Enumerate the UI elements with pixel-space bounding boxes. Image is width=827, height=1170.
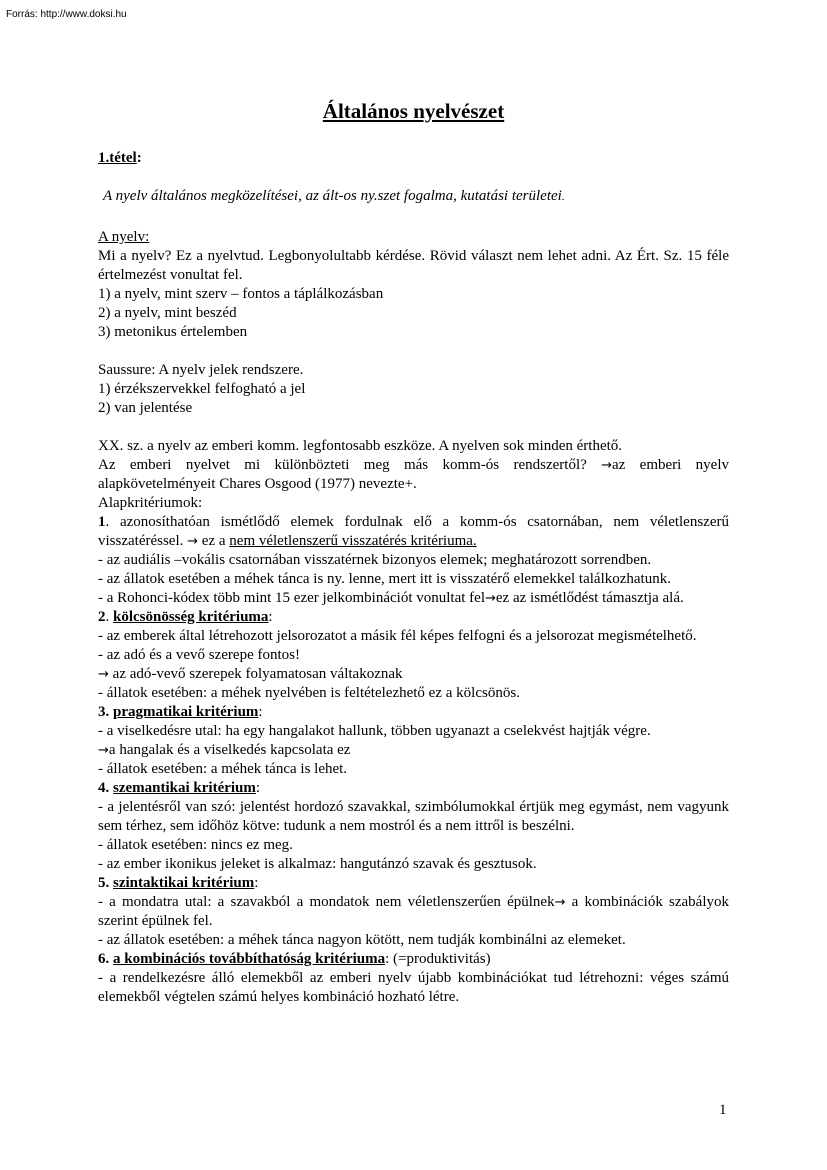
- subtitle: [103, 188, 565, 205]
- criterion-3-bullet-3: - állatok esetében: a méhek tánca is lehet.: [98, 761, 348, 777]
- criterion-3: 3. pragmatikai kritérium:: [98, 704, 263, 720]
- nyelv-list-item-3: 3) metonikus értelemben: [98, 324, 248, 340]
- criterion-6: 6. a kombinációs továbbíthatóság kritériuma: (=produktivitás): [98, 951, 491, 967]
- saussure-list-item-1: 1) érzékszervekkel felfogható a jel: [98, 381, 306, 397]
- criterion-4: 4. szemantikai kritérium:: [98, 780, 261, 796]
- arrow-icon: →: [187, 534, 199, 549]
- page-number: 1: [719, 1102, 727, 1118]
- criterion-5-bullet-1: - a mondatra utal: a szavakból a mondatok nem véletlenszerűen épülnek→ a kombinációk szabályok szerint épülnek fel.: [98, 894, 729, 929]
- criterion-6-title: a kombinációs továbbíthatóság kritériuma: [113, 951, 386, 967]
- criterion-2: 2. kölcsönösség kritériuma:: [98, 609, 273, 625]
- criterion-1-bullet-2: - az állatok esetében a méhek tánca is ny. lenne, mert itt is visszatérő elemekkel találkozhatunk.: [98, 571, 671, 587]
- criterion-1-bullet-3: - a Rohonci-kódex több mint 15 ezer jelkombinációt vonultat fel→ez az ismétlődést támasztja alá.: [98, 590, 684, 606]
- arrow-icon: →: [98, 743, 109, 758]
- criterion-4-bullet-2: - állatok esetében: nincs ez meg.: [98, 837, 293, 853]
- document-body: [98, 228, 729, 1007]
- criterion-2-bullet-2: - az adó és a vevő szerepe fontos!: [98, 647, 300, 663]
- arrow-icon: →: [554, 895, 566, 910]
- criterion-3-title: pragmatikai kritérium: [113, 704, 259, 720]
- saussure-list-item-2: 2) van jelentése: [98, 400, 193, 416]
- page-title: Általános nyelvészet: [322, 99, 505, 123]
- criterion-2-bullet-4: - állatok esetében: a méhek nyelvében is feltételezhető ez a kölcsönös.: [98, 685, 520, 701]
- criterion-2-title: kölcsönösség kritériuma: [113, 609, 269, 625]
- subtitle-end: .: [561, 189, 565, 203]
- arrow-icon: →: [484, 591, 496, 606]
- criterion-5: 5. szintaktikai kritérium:: [98, 875, 259, 891]
- source-header: Forrás: http://www.doksi.hu: [6, 9, 127, 20]
- nyelv-list-item-1: 1) a nyelv, mint szerv – fontos a táplálkozásban: [98, 286, 384, 302]
- criterion-1-bullet-1: - az audiális –vokális csatornában visszatérnek bizonyos elemek; meghatározott sorrendben.: [98, 552, 652, 568]
- criterion-1-title: nem véletlenszerű visszatérés kritériuma.: [229, 533, 477, 549]
- criterion-4-title: szemantikai kritérium: [113, 780, 256, 796]
- saussure-line: Saussure: A nyelv jelek rendszere.: [98, 362, 304, 378]
- arrow-icon: →: [98, 667, 109, 682]
- criterion-6-bullet-1: - a rendelkezésre álló elemekből az emberi nyelv újabb kombinációkat tud létrehozni: véges számú elemekből végtelen számú helyes kombináció hozható létre.: [98, 970, 729, 1005]
- criterion-3-bullet-2: →a hangalak és a viselkedés kapcsolata ez: [98, 742, 351, 758]
- subtitle-text: A nyelv általános megközelítései, az ált-os ny.szet fogalma, kutatási területei: [103, 188, 562, 204]
- criterion-3-bullet-1: - a viselkedésre utal: ha egy hangalakot hallunk, többen ugyanazt a cselekvést hajtják végre.: [98, 723, 651, 739]
- tetel-colon: :: [136, 150, 142, 166]
- criterion-5-bullet-2: - az állatok esetében: a méhek tánca nagyon kötött, nem tudják kombinálni az elemeket.: [98, 932, 626, 948]
- criterion-5-title: szintaktikai kritérium: [113, 875, 255, 891]
- criterion-2-bullet-1: - az emberek által létrehozott jelsorozatot a másik fél képes felfogni és a jelsorozat megismételhető.: [98, 628, 697, 644]
- criterion-4-bullet-1: - a jelentésről van szó: jelentést hordozó szavakkal, szimbólumokkal értjük meg egymást, nem vagyunk sem térhez, sem időhöz kötve: tudunk a nem mostról és a nem ittről is beszélni.: [98, 799, 729, 834]
- xx-paragraph-1: XX. sz. a nyelv az emberi komm. legfontosabb eszköze. A nyelven sok minden érthető.: [98, 438, 623, 454]
- nyelv-heading: A nyelv:: [98, 229, 150, 245]
- criterion-4-bullet-3: - az ember ikonikus jeleket is alkalmaz: hangutánzó szavak és gesztusok.: [98, 856, 537, 872]
- tetel-label: 1.tétel: [98, 150, 137, 166]
- alapkriteriumok-label: Alapkritériumok:: [98, 495, 203, 511]
- tetel-heading: [98, 150, 142, 167]
- criterion-2-bullet-3: → az adó-vevő szerepek folyamatosan váltakoznak: [98, 666, 403, 682]
- xx-paragraph-2: Az emberi nyelvet mi különbözteti meg más komm-ós rendszertől? →az emberi nyelv alapkövetelményeit Chares Osgood (1977) nevezte+.: [98, 457, 729, 492]
- criterion-1: 1. azonosíthatóan ismétlődő elemek fordulnak elő a komm-ós csatornában, nem véletlenszerű visszatéréssel. → ez a nem véletlenszerű visszatérés kritériuma.: [98, 514, 729, 549]
- nyelv-paragraph: Mi a nyelv? Ez a nyelvtud. Legbonyolultabb kérdése. Rövid választ nem lehet adni. Az Ért. Sz. 15 féle értelmezést vonultat fel.: [98, 248, 729, 283]
- arrow-icon: →: [601, 458, 613, 473]
- nyelv-list-item-2: 2) a nyelv, mint beszéd: [98, 305, 237, 321]
